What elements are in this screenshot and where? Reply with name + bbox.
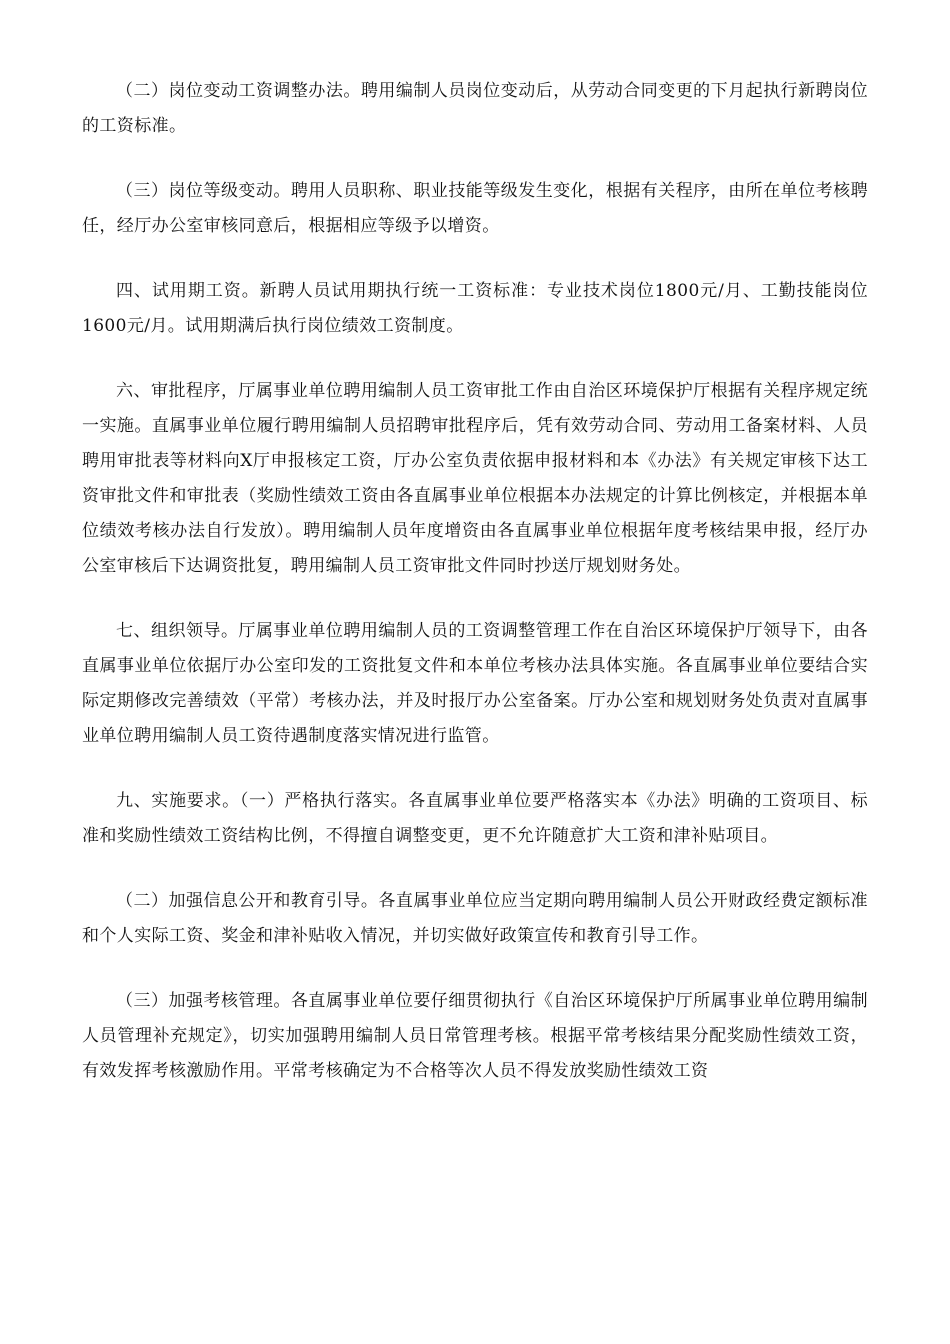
paragraph-position-change-salary: （二）岗位变动工资调整办法。聘用编制人员岗位变动后，从劳动合同变更的下月起执行新聘岗位的工资标准。: [82, 81, 868, 136]
paragraph-information-disclosure: （二）加强信息公开和教育引导。各直属事业单位应当定期向聘用编制人员公开财政经费定额标准和个人实际工资、奖金和津补贴收入情况，并切实做好政策宣传和教育引导工作。: [82, 891, 868, 946]
paragraph-assessment-management: （三）加强考核管理。各直属事业单位要仔细贯彻执行《自治区环境保护厅所属事业单位聘用编制人员管理补充规定》，切实加强聘用编制人员日常管理考核。根据平常考核结果分配奖励性绩效工资，有效发挥考核激励作用。平常考核确定为不合格等次人员不得发放奖励性绩效工资: [82, 991, 868, 1081]
paragraph-implementation-requirements: 九、实施要求。（一）严格执行落实。各直属事业单位要严格落实本《办法》明确的工资项目、标准和奖励性绩效工资结构比例，不得擅自调整变更，更不允许随意扩大工资和津补贴项目。: [82, 791, 868, 846]
paragraph-probation-salary: 四、试用期工资。新聘人员试用期执行统一工资标准：专业技术岗位1800元/月、工勤技能岗位1600元/月。试用期满后执行岗位绩效工资制度。: [82, 281, 868, 336]
paragraph-approval-procedure: 六、审批程序，厅属事业单位聘用编制人员工资审批工作由自治区环境保护厅根据有关程序规定统一实施。直属事业单位履行聘用编制人员招聘审批程序后，凭有效劳动合同、劳动用工备案材料、人员聘用审批表等材料向X厅申报核定工资，厅办公室负责依据申报材料和本《办法》有关规定审核下达工资审批文件和审批表（奖励性绩效工资由各直属事业单位根据本办法规定的计算比例核定，并根据本单位绩效考核办法自行发放）。聘用编制人员年度增资由各直属事业单位根据年度考核结果申报，经厅办公室审核后下达调资批复，聘用编制人员工资审批文件同时抄送厅规划财务处。: [82, 381, 868, 576]
paragraph-organization-leadership: 七、组织领导。厅属事业单位聘用编制人员的工资调整管理工作在自治区环境保护厅领导下，由各直属事业单位依据厅办公室印发的工资批复文件和本单位考核办法具体实施。各直属事业单位要结合实际定期修改完善绩效（平常）考核办法，并及时报厅办公室备案。厅办公室和规划财务处负责对直属事业单位聘用编制人员工资待遇制度落实情况进行监管。: [82, 621, 868, 746]
paragraph-grade-change: （三）岗位等级变动。聘用人员职称、职业技能等级发生变化，根据有关程序，由所在单位考核聘任，经厅办公室审核同意后，根据相应等级予以增资。: [82, 181, 868, 236]
